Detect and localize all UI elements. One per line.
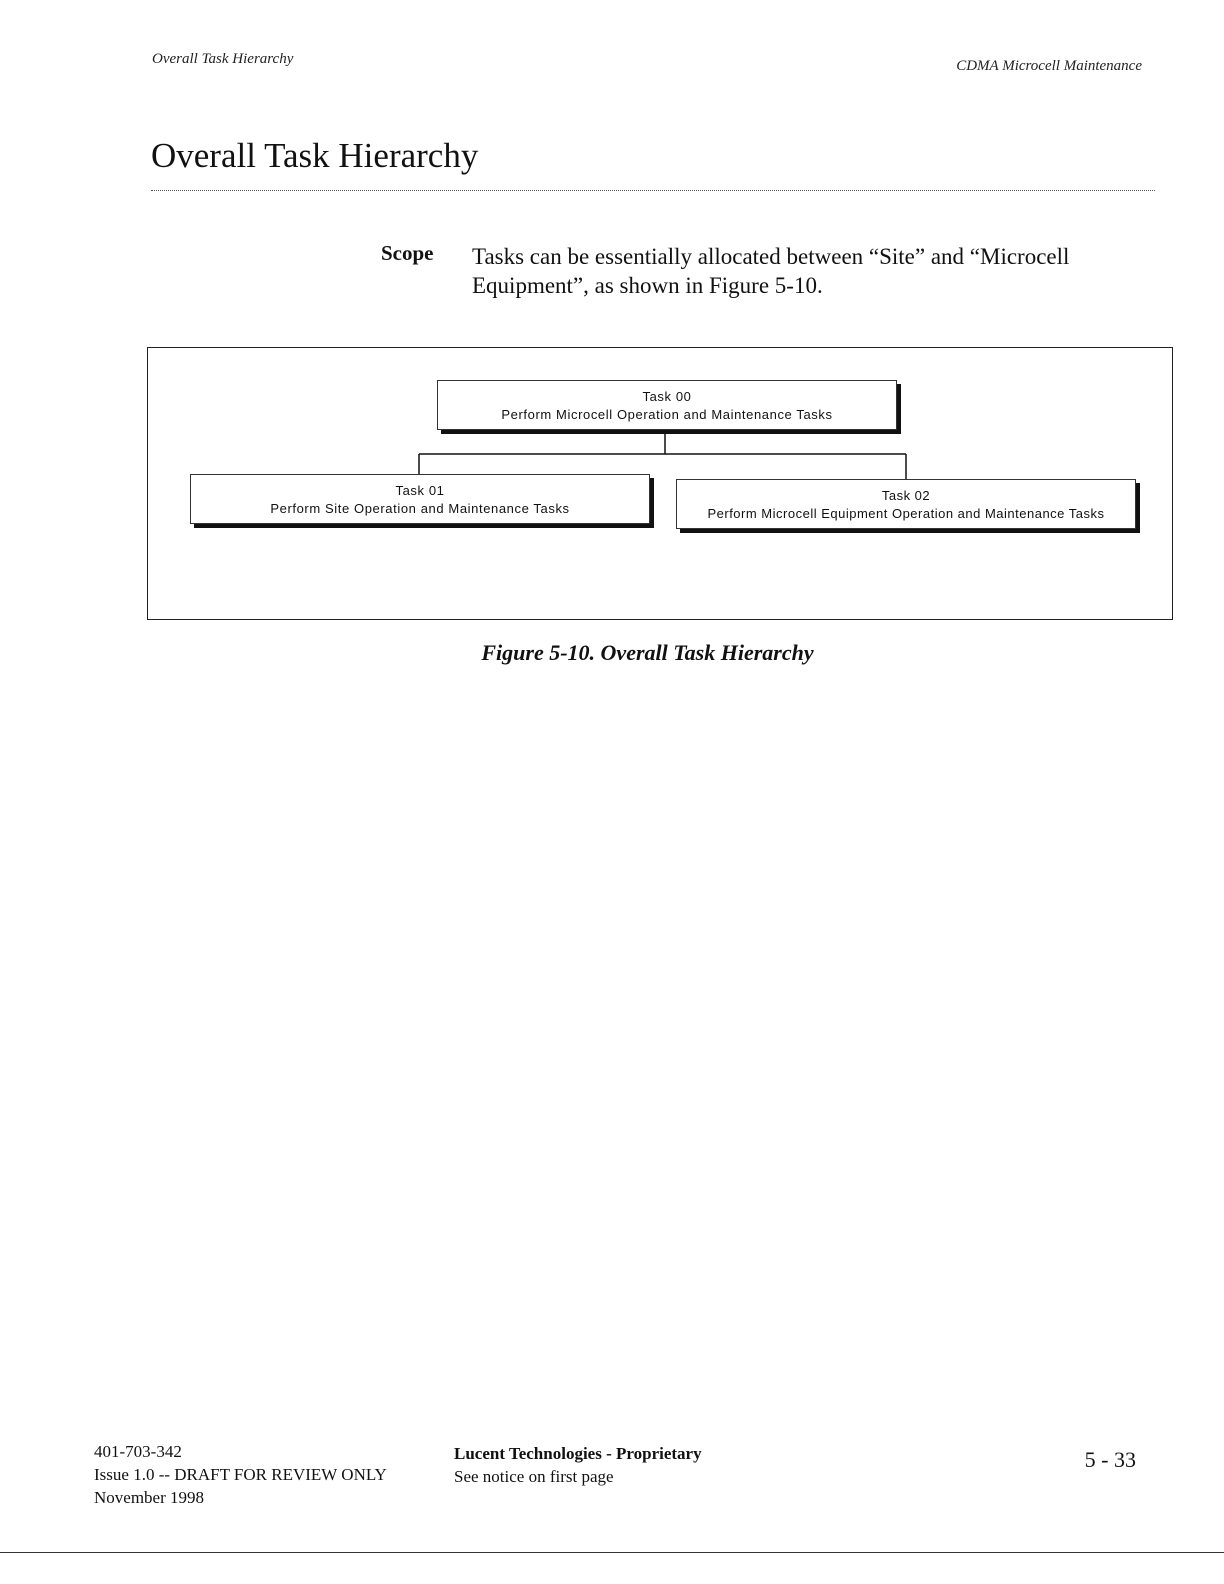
issue-line: Issue 1.0 -- DRAFT FOR REVIEW ONLY (94, 1465, 387, 1484)
task-00-id: Task 00 (642, 389, 692, 404)
running-header-right: CDMA Microcell Maintenance (956, 58, 1142, 74)
task-00-label: Perform Microcell Operation and Maintenance Tasks (501, 407, 833, 422)
task-01-label: Perform Site Operation and Maintenance Tasks (270, 501, 570, 516)
task-02-id: Task 02 (881, 488, 931, 503)
task-01-id: Task 01 (395, 483, 445, 498)
page-title: Overall Task Hierarchy (151, 136, 479, 175)
proprietary-notice: Lucent Technologies - Proprietary (454, 1444, 702, 1463)
task-01-box (190, 474, 650, 524)
notice-reference: See notice on first page (454, 1467, 614, 1486)
footer-left (94, 1440, 387, 1509)
scope-label: Scope (381, 241, 434, 265)
scope-paragraph: Tasks can be essentially allocated between “Site” and “Microcell Equipment”, as shown in Figure 5-10. (472, 244, 1070, 298)
task-hierarchy-diagram (147, 347, 1173, 620)
doc-number: 401-703-342 (94, 1442, 182, 1461)
page-number: 5 - 33 (1084, 1447, 1136, 1472)
task-02-box (676, 479, 1136, 529)
running-header-left: Overall Task Hierarchy (152, 51, 294, 67)
task-02-label: Perform Microcell Equipment Operation and Maintenance Tasks (707, 506, 1105, 521)
issue-date: November 1998 (94, 1488, 205, 1507)
footer-divider (0, 1552, 1224, 1553)
footer-center (454, 1442, 702, 1488)
figure-caption: Figure 5-10. Overall Task Hierarchy (481, 640, 814, 665)
title-divider (151, 190, 1155, 191)
task-00-box (437, 380, 897, 430)
